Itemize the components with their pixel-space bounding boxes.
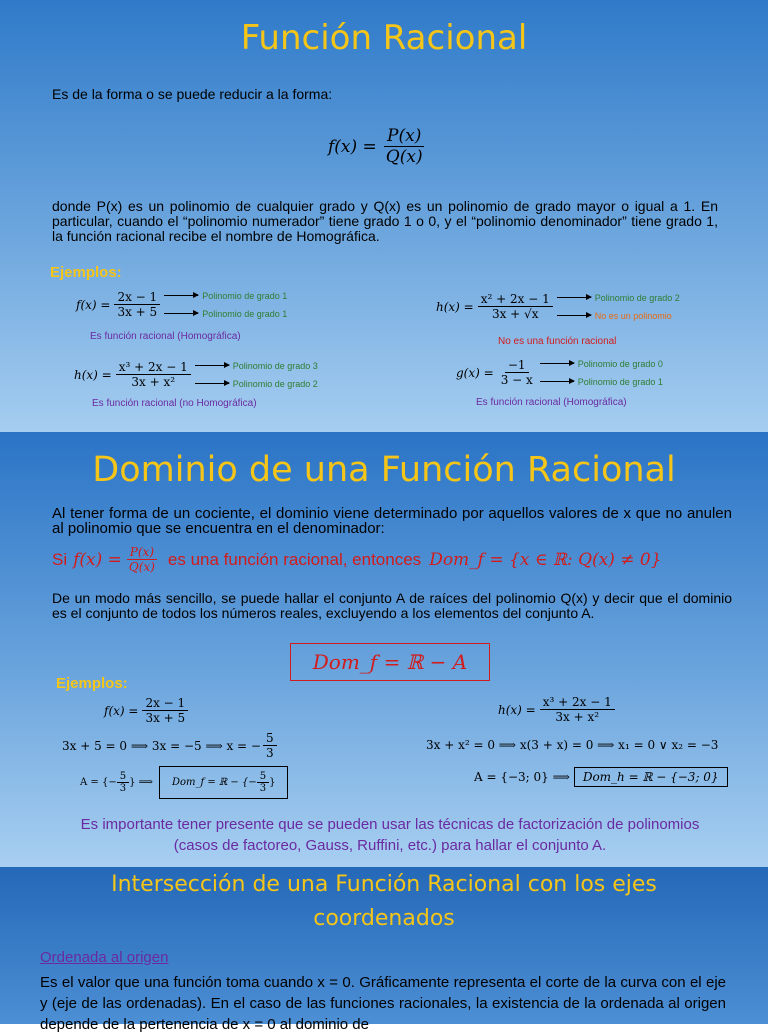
def-fraction (126, 545, 158, 574)
example-denominator: 3x + √x (491, 307, 539, 321)
example-denominator: 3x + 5 (145, 711, 186, 725)
def-rhs: Dom_f = {x ∈ ℝ: Q(x) ≠ 0} (429, 549, 662, 570)
numerator-note: Polinomio de grado 1 (164, 291, 287, 301)
examples-label: Ejemplos: (56, 675, 128, 692)
example-lhs: g(x) = (456, 365, 494, 380)
section-title-line1: Intersección de una Función Racional con los ejes (111, 872, 657, 897)
section-title (0, 868, 768, 936)
example-fraction (498, 358, 536, 387)
annotation-arrows (195, 361, 318, 389)
domain-example-h-step: 3x + x² = 0 ⟹ x(3 + x) = 0 ⟹ x₁ = 0 ∨ x₂ = −3 (426, 738, 719, 752)
example-lhs: h(x) = (436, 299, 474, 314)
example-caption: Es función racional (Homográfica) (476, 397, 627, 408)
intro-text: Es de la forma o se puede reducir a la forma: (52, 86, 333, 102)
example-numerator: 2x − 1 (142, 696, 188, 711)
denominator-note: No es un polinomio (557, 311, 680, 321)
factorization-note: Es importante tener presente que se pueden usar las técnicas de factorización de polinomios (casos de factoreo, Gauss, Ruffini, etc.) para hallar el conjunto A. (80, 816, 700, 854)
domain-example-h-set (474, 767, 728, 787)
dom-numerator: 5 (257, 771, 269, 783)
domain-boxed-formula: Dom_f = ℝ − A (290, 643, 490, 681)
section-title: Dominio de una Función Racional (92, 450, 676, 490)
example-caption: No es una función racional (498, 336, 617, 347)
domain-result-box: Dom_h = ℝ − {−3; 0} (574, 767, 728, 787)
formula-lhs: f(x) = (328, 136, 377, 157)
section-dominio (0, 432, 768, 867)
example-numerator: x² + 2x − 1 (478, 292, 553, 307)
example-numerator: x³ + 2x − 1 (540, 695, 615, 710)
dom-rhs: } (269, 777, 276, 788)
def-numerator: P(x) (127, 545, 157, 560)
step-denominator: 3 (265, 746, 274, 760)
dom-lhs: Dom_f = ℝ − {− (171, 777, 257, 788)
example-fraction (142, 696, 188, 725)
description-text: donde P(x) es un polinomio de cualquier grado y Q(x) es un polinomio de grado mayor o igual a 1. En particular, cuando el “polinomio numerador” tiene grado 1 o 0, y el “polinomio denominador” tiene grado 1, la función racional recibe el nombre de Homográfica. (52, 198, 718, 244)
example-caption: Es función racional (no Homográfica) (92, 398, 257, 409)
set-text: A = {−3; 0} ⟹ (474, 770, 570, 784)
example-fraction (114, 290, 160, 319)
domain-example-f (104, 696, 188, 725)
example-lhs: h(x) = (498, 702, 536, 717)
dom-fraction (257, 771, 269, 794)
step-fraction (263, 731, 277, 760)
example-numerator: 2x − 1 (114, 290, 160, 305)
example-fraction (540, 695, 615, 724)
dom-denominator: 3 (259, 783, 267, 794)
set-numerator: 5 (117, 771, 129, 783)
example-numerator: x³ + 2x − 1 (116, 360, 191, 375)
set-rhs: } ⟹ (129, 777, 153, 788)
section-funcion-racional (0, 0, 768, 432)
domain-example-f-step (62, 731, 277, 760)
example-lhs: f(x) = (104, 703, 139, 718)
ordenada-subheading: Ordenada al origen (40, 949, 169, 966)
example-denominator: 3x + x² (555, 710, 600, 724)
denominator-note: Polinomio de grado 2 (195, 379, 318, 389)
def-denominator: Q(x) (128, 560, 155, 574)
domain-result-box (159, 766, 289, 799)
section-title: Función Racional (240, 18, 528, 58)
set-fraction (117, 771, 129, 794)
example-g (456, 358, 663, 387)
example-lhs: f(x) = (76, 297, 111, 312)
intro-text: Al tener forma de un cociente, el dominio viene determinado por aquellos valores de x que no anulen al polinomio que se encuentra en el denominador: (52, 505, 732, 537)
domain-example-h (498, 695, 615, 724)
set-denominator: 3 (119, 783, 127, 794)
example-numerator: −1 (505, 358, 529, 373)
example-h-sqrt (436, 292, 680, 321)
set-lhs: A = {− (80, 777, 117, 788)
ordenada-text: Es el valor que una función toma cuando x = 0. Gráficamente representa el corte de la curva con el eje y (eje de las ordenadas). En el caso de las funciones racionales, la existencia de la ordenada al origen depende de la pertenencia de x = 0 al dominio de (40, 974, 726, 1033)
example-caption: Es función racional (Homográfica) (90, 331, 241, 342)
general-formula (328, 126, 426, 167)
formula-numerator: P(x) (384, 126, 424, 147)
example-f (76, 290, 287, 319)
annotation-arrows (540, 359, 663, 387)
example-h-cubic (74, 360, 318, 389)
annotation-arrows (164, 291, 287, 319)
example-denominator: 3 − x (500, 373, 533, 387)
section-title-line2: coordenados (313, 906, 455, 931)
example-denominator: 3x + x² (131, 375, 176, 389)
numerator-note: Polinomio de grado 3 (195, 361, 318, 371)
annotation-arrows (557, 293, 680, 321)
formula-fraction (383, 126, 426, 167)
example-denominator: 3x + 5 (117, 305, 158, 319)
examples-label: Ejemplos: (50, 264, 122, 281)
domain-definition (52, 545, 662, 574)
numerator-note: Polinomio de grado 2 (557, 293, 680, 303)
numerator-note: Polinomio de grado 0 (540, 359, 663, 369)
def-middle: es una función racional, entonces (167, 549, 422, 569)
def-si: Si (52, 549, 68, 569)
example-fraction (478, 292, 553, 321)
simpler-text: De un modo más sencillo, se puede hallar el conjunto A de raíces del polinomio Q(x) y decir que el dominio es el conjunto de todos los números reales, excluyendo a los elementos del conjunto A. (52, 590, 732, 621)
step-numerator: 5 (263, 731, 277, 746)
def-lhs: f(x) = (73, 549, 122, 570)
step-text: 3x + 5 = 0 ⟹ 3x = −5 ⟹ x = − (62, 738, 261, 753)
denominator-note: Polinomio de grado 1 (540, 377, 663, 387)
formula-denominator: Q(x) (385, 147, 423, 167)
domain-example-f-set (80, 766, 288, 799)
example-fraction (116, 360, 191, 389)
example-lhs: h(x) = (74, 367, 112, 382)
denominator-note: Polinomio de grado 1 (164, 309, 287, 319)
